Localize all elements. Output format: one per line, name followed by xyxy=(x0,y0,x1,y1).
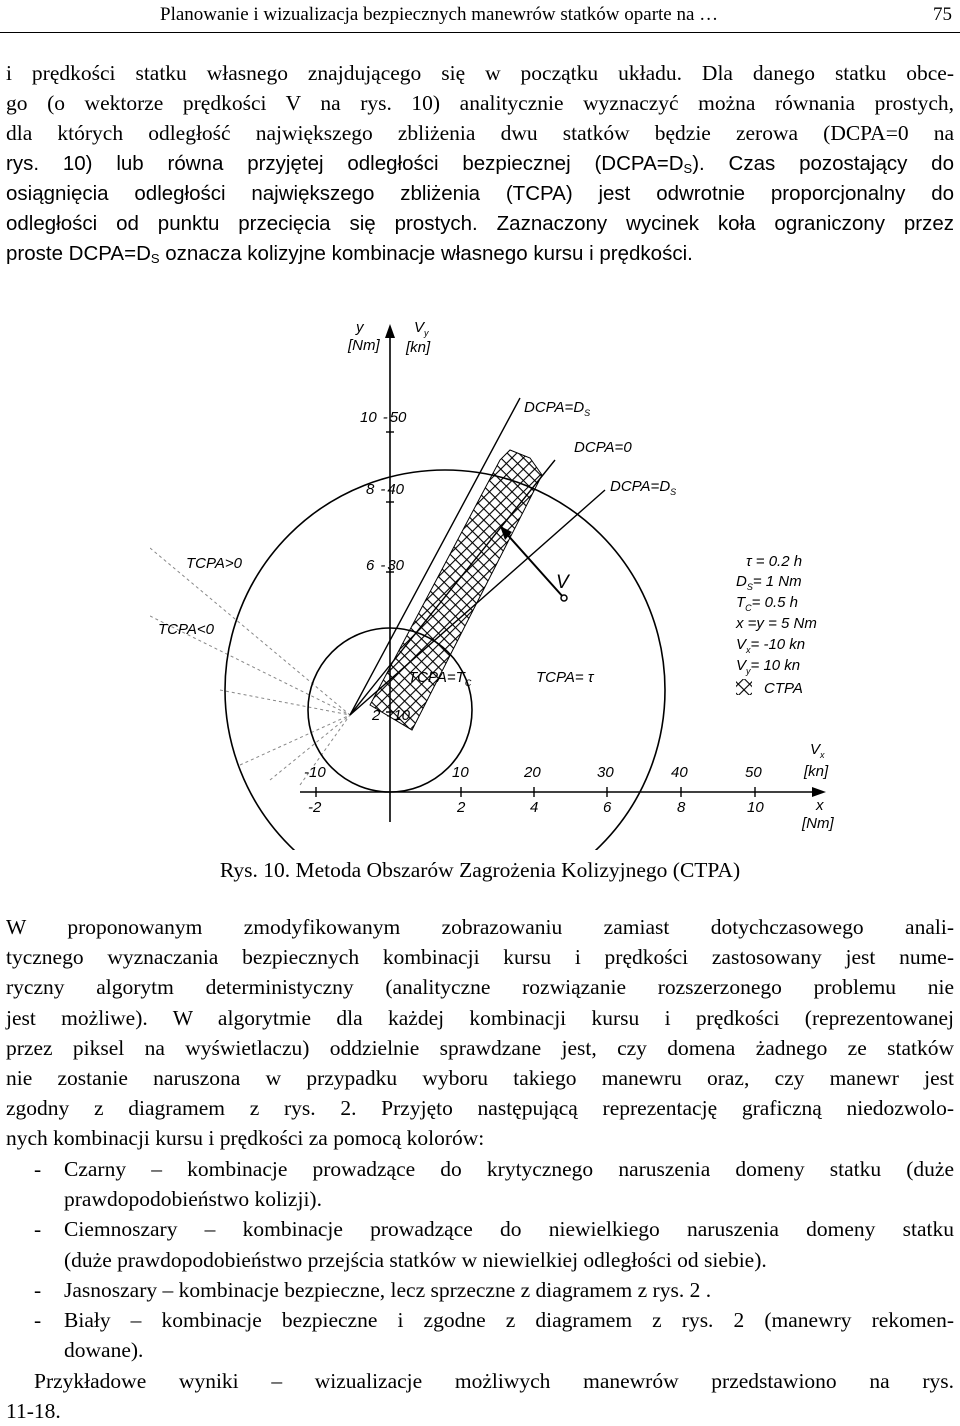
y-tick-nm: 10 xyxy=(360,409,377,426)
text-line: tycznego wyznaczania bezpiecznych kombinacji kursu i prędkości zastosowany jest nume- xyxy=(6,945,954,970)
axis-vy-sub: y xyxy=(424,328,429,338)
text-segment: ). Czas pozostający do xyxy=(692,151,954,175)
y-tick-sep: - xyxy=(382,409,388,426)
y-tick-label xyxy=(366,481,405,498)
legend-ds xyxy=(736,573,802,592)
text-line: nych kombinacji kursu i prędkości za pomocą kolorów: xyxy=(6,1126,485,1151)
text-line: dowane). xyxy=(64,1338,144,1363)
legend-xy: x =y = 5 Nm xyxy=(736,615,817,632)
text-line: zgodny z diagramem z rys. 2. Przyjęto następującą reprezentację graficzną niedozwolo- xyxy=(6,1096,954,1121)
text-line: Czarny – kombinacje prowadzące do krytycznego naruszenia domeny statku (duże xyxy=(64,1157,954,1181)
text-line: ryczny algorytm deterministyczny (analityczne rozwiązanie rozszerzonego problemu nie xyxy=(6,975,954,1000)
x-tick-nm: 8 xyxy=(677,799,686,816)
axis-y-label: y xyxy=(356,319,364,336)
y-tick-nm: 6 xyxy=(366,557,375,574)
list-dash: - xyxy=(34,1157,42,1181)
text-line: jest możliwe). W algorytmie dla każdej kombinacji kursu i prędkości (reprezentowanej xyxy=(6,1005,954,1030)
list-item xyxy=(6,1305,954,1365)
label-tcpa-tc xyxy=(408,669,472,688)
axis-x-unit: [Nm] xyxy=(802,815,834,832)
label-main: DCPA=D xyxy=(524,399,585,416)
text-line: odległości od punktu przecięcia się prostych. Zaznaczony wycinek koła ograniczony przez xyxy=(6,212,954,236)
text-segment: oznacza kolizyjne kombinacje własnego kursu i prędkości. xyxy=(159,242,693,266)
label-vector-v: V xyxy=(556,572,569,593)
legend-sub: S xyxy=(746,582,753,592)
legend-main: V xyxy=(736,657,747,674)
axis-y-unit: [Nm] xyxy=(348,337,380,354)
paragraph-intro xyxy=(6,58,954,269)
legend-main: D xyxy=(736,573,747,590)
list-item xyxy=(6,1214,954,1274)
y-tick-kn: 40 xyxy=(387,481,405,498)
x-tick-kn: 20 xyxy=(524,764,541,781)
axis-x-label: x xyxy=(816,797,824,814)
y-tick-label xyxy=(371,707,411,724)
text-line: prawdopodobieństwo kolizji). xyxy=(64,1187,322,1212)
y-tick-label xyxy=(366,557,405,574)
header-rule xyxy=(0,32,960,33)
figure-legend xyxy=(735,553,817,697)
x-axis xyxy=(300,787,826,797)
text-segment: rys. 10) lub równa przyjętej odległości bezpiecznej (DCPA=D xyxy=(6,151,684,175)
text-line: nie zostanie naruszona w przypadku wyboru takiego manewru oraz, czy manewr jest xyxy=(6,1066,954,1091)
list-item xyxy=(6,1275,954,1305)
legend-value: = 1 Nm xyxy=(752,573,802,590)
legend-vx xyxy=(736,636,805,655)
text-line: Ciemnoszary – kombinacje prowadzące do niewielkiego naruszenia domeny statku xyxy=(64,1217,954,1242)
list-dash: - xyxy=(34,1308,42,1333)
x-tick-nm: 4 xyxy=(530,799,539,816)
list-dash: - xyxy=(34,1217,42,1242)
x-tick-nm: 6 xyxy=(603,799,612,816)
subscript: S xyxy=(683,160,693,176)
label-main: TCPA=T xyxy=(408,669,465,686)
text-line: Przykładowe wyniki – wizualizacje możliwych manewrów przedstawiono na rys. xyxy=(34,1369,954,1393)
text-line: 11-18. xyxy=(6,1399,61,1424)
legend-tc xyxy=(736,594,798,613)
figure-ctpa-diagram xyxy=(150,310,850,850)
label-sub: C xyxy=(464,678,472,688)
running-header xyxy=(0,0,960,34)
text-line: (duże prawdopodobieństwo przejścia statków w niewielkiej odległości od siebie). xyxy=(64,1247,767,1272)
y-tick-label xyxy=(360,409,407,426)
legend-main: V xyxy=(736,636,747,653)
x-tick-kn: 40 xyxy=(671,764,688,781)
axis-vx-unit: [kn] xyxy=(804,763,829,780)
color-list xyxy=(6,1154,954,1365)
axis-vy-main: V xyxy=(414,319,425,336)
label-tcpa-tau: TCPA= τ xyxy=(536,669,594,686)
legend-sub: x xyxy=(746,645,751,655)
legend-value: = 10 kn xyxy=(750,657,801,674)
list-item xyxy=(6,1154,954,1214)
label-main: DCPA=D xyxy=(610,478,671,495)
header-title: Planowanie i wizualizacja bezpiecznych manewrów statków oparte na … xyxy=(160,4,719,25)
label-tcpa-negative: TCPA<0 xyxy=(158,621,214,638)
x-tick-kn: -10 xyxy=(304,764,326,781)
label-tcpa-positive: TCPA>0 xyxy=(186,555,242,572)
label-sub: S xyxy=(670,487,677,497)
text-line: osiągnięcia odległości największego zbliżenia (TCPA) jest odwrotnie proporcjonalny do xyxy=(6,181,954,205)
label-dcpa-ds-top xyxy=(524,399,590,418)
legend-value: = 0.5 h xyxy=(751,594,798,611)
x-tick-kn: 10 xyxy=(452,764,469,781)
axis-vx-label xyxy=(810,741,825,760)
text-line: go (o wektorze prędkości V na rys. 10) analitycznie wyznaczyć można równania prostych, xyxy=(6,91,954,116)
paragraph-method xyxy=(6,912,954,1154)
axis-vy-unit: [kn] xyxy=(406,339,431,356)
text-line: dla których odległość największego zbliżenia dwu statków będzie zerowa (DCPA=0 na xyxy=(6,121,954,146)
list-dash: - xyxy=(34,1277,42,1302)
subscript: S xyxy=(150,251,160,267)
y-tick-kn: 30 xyxy=(387,557,405,574)
legend-ctpa: CTPA xyxy=(764,680,803,697)
legend-vy xyxy=(736,657,800,676)
y-tick-kn: 50 xyxy=(389,409,407,426)
legend-main: T xyxy=(736,594,746,611)
text-segment: proste DCPA=D xyxy=(6,242,151,266)
paragraph-examples xyxy=(6,1366,954,1426)
label-dcpa-ds-right xyxy=(610,478,676,497)
axis-vy-label xyxy=(414,319,429,338)
legend-tau: τ = 0.2 h xyxy=(746,553,803,570)
y-tick-nm: 2 xyxy=(372,707,381,724)
y-tick-sep: - xyxy=(386,707,392,724)
text-line: i prędkości statku własnego znajdującego się w początku układu. Dla danego statku obce- xyxy=(6,61,954,85)
legend-value: = -10 kn xyxy=(750,636,806,653)
legend-sub: y xyxy=(746,666,751,676)
page-number: 75 xyxy=(933,4,952,25)
y-tick-sep: - xyxy=(380,557,386,574)
y-tick-sep: - xyxy=(380,481,386,498)
text-line: W proponowanym zmodyfikowanym zobrazowaniu zamiast dotychczasowego anali- xyxy=(6,915,954,939)
label-dcpa-zero: DCPA=0 xyxy=(574,439,632,456)
text-line xyxy=(6,149,954,179)
text-line: Biały – kombinacje bezpieczne i zgodne z diagramem z rys. 2 (manewry rekomen- xyxy=(64,1308,954,1333)
x-tick-kn: 50 xyxy=(745,764,762,781)
x-tick-nm: 10 xyxy=(747,799,764,816)
figure-caption: Rys. 10. Metoda Obszarów Zagrożenia Kolizyjnego (CTPA) xyxy=(219,858,741,882)
x-tick-nm: 2 xyxy=(457,799,466,816)
ctpa-diagram xyxy=(150,310,850,850)
text-line xyxy=(6,239,954,269)
y-tick-kn: 10 xyxy=(393,707,411,724)
axis-vx-main: V xyxy=(810,741,821,758)
label-sub: S xyxy=(584,408,591,418)
text-line: przez piksel na wyświetlaczu) oddzielnie sprawdzane jest, czy domena żadnego ze statków xyxy=(6,1035,954,1060)
legend-ctpa-swatch xyxy=(736,679,752,695)
y-tick-nm: 8 xyxy=(366,481,375,498)
x-tick-nm: -2 xyxy=(308,799,322,816)
legend-sub: C xyxy=(745,603,752,613)
text-line: Jasnoszary – kombinacje bezpieczne, lecz sprzeczne z diagramem z rys. 2 . xyxy=(64,1277,712,1302)
x-tick-kn: 30 xyxy=(597,764,614,781)
axis-vx-sub: x xyxy=(820,750,825,760)
